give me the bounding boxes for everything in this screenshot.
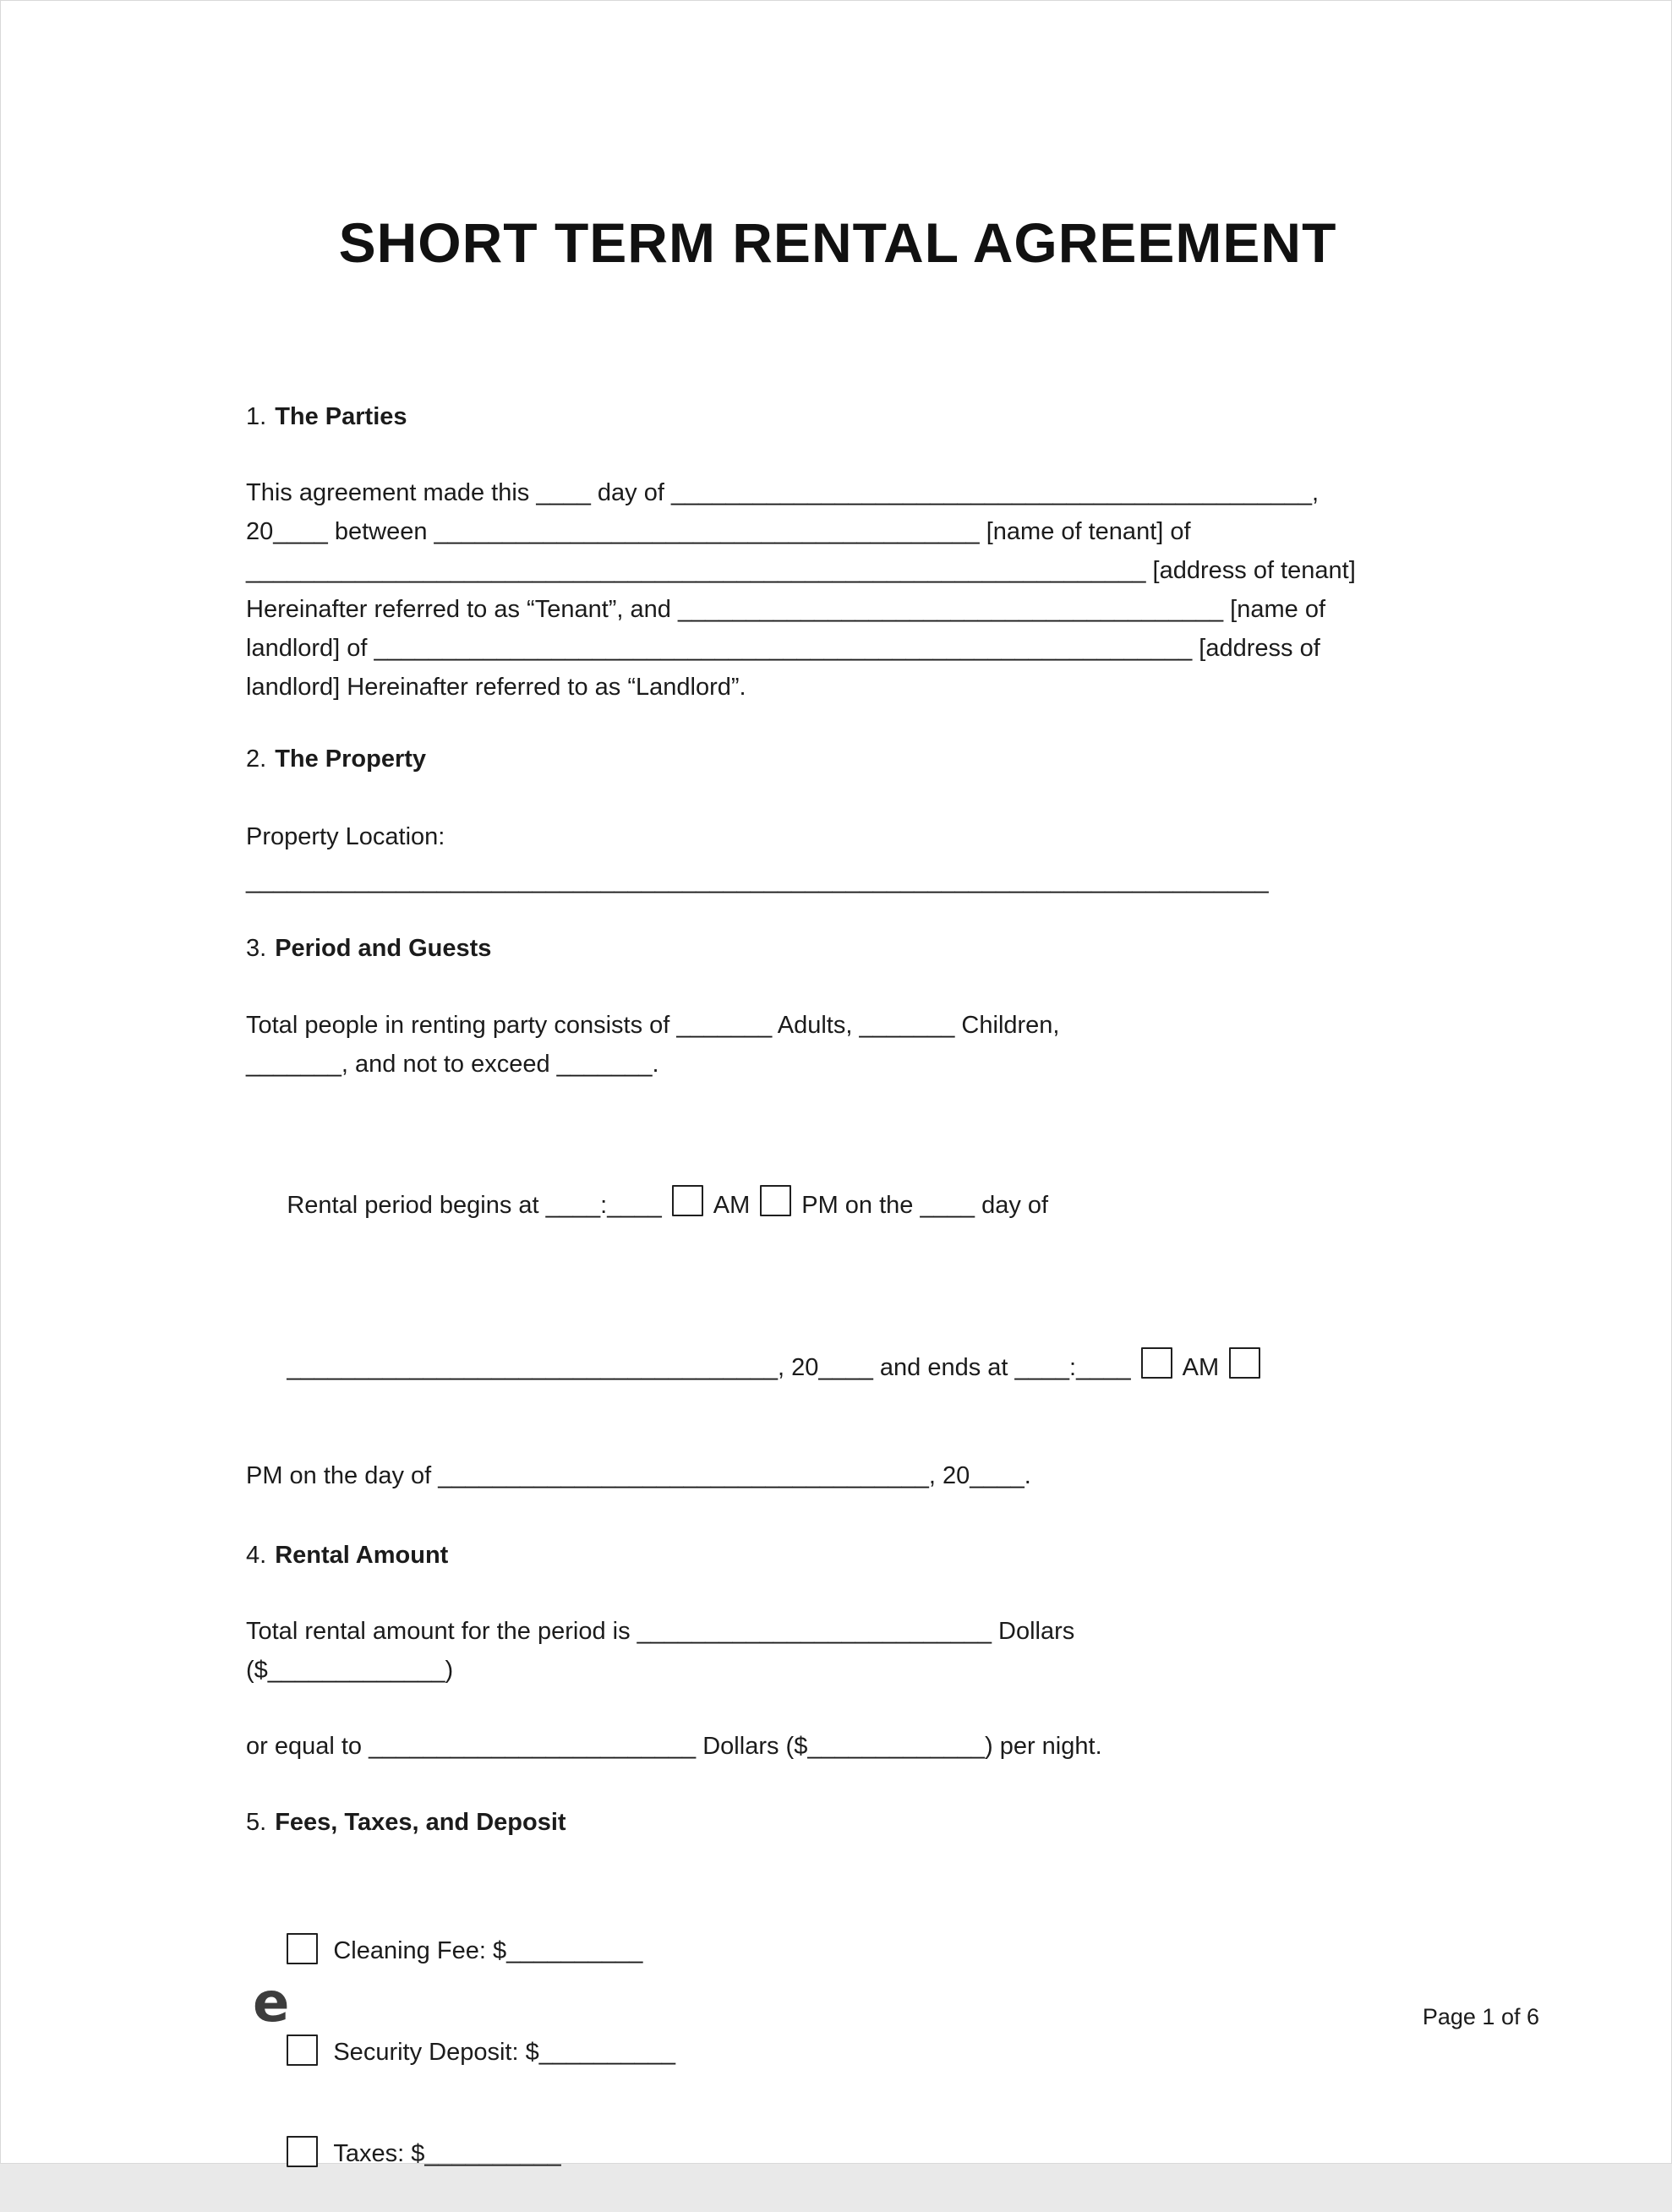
- section-title: Rental Amount: [275, 1542, 449, 1569]
- security-deposit-label: Security Deposit: $__________: [333, 2039, 676, 2066]
- page-indicator: Page 1 of 6: [1422, 2004, 1539, 2029]
- security-deposit-row: [246, 1994, 1429, 2066]
- section-number: 2.: [246, 746, 267, 773]
- section-title: The Parties: [275, 403, 407, 430]
- property-location-blank-field: ___________________________________________________________________________: [246, 867, 1269, 894]
- rental-end-text: ____________________________________, 20____ and ends at ____:____: [287, 1354, 1131, 1381]
- fees-list: [246, 1892, 1429, 2167]
- text-line: ($_____________): [246, 1657, 454, 1684]
- text-line: landlord] of ____________________________________________________________ [address of: [246, 635, 1320, 662]
- section-heading-fees: [246, 1803, 1429, 1842]
- end-am-checkbox[interactable]: [1141, 1347, 1172, 1379]
- begin-pm-checkbox[interactable]: [760, 1185, 791, 1216]
- cleaning-fee-label: Cleaning Fee: $__________: [333, 1937, 643, 1964]
- rental-begin-text: Rental period begins at ____:____: [287, 1192, 662, 1219]
- rental-amount-paragraph: [246, 1612, 1429, 1690]
- per-night-line: or equal to ________________________ Dollars ($_____________) per night.: [246, 1733, 1102, 1760]
- section-title: Fees, Taxes, and Deposit: [275, 1809, 566, 1836]
- security-deposit-checkbox[interactable]: [287, 2034, 318, 2066]
- property-location-label: Property Location:: [246, 823, 445, 850]
- section-heading-amount: [246, 1536, 1429, 1575]
- section-number: 1.: [246, 403, 267, 430]
- taxes-checkbox[interactable]: [287, 2136, 318, 2167]
- text-line: Total people in renting party consists of _______ Adults, _______ Children,: [246, 1012, 1060, 1039]
- rental-end-line: [246, 1286, 1429, 1449]
- text-line: __________________________________________________________________ [address of tenant]: [246, 557, 1356, 584]
- rental-begin-line: [246, 1124, 1429, 1286]
- rental-begin-rest: PM on the ____ day of: [801, 1192, 1049, 1219]
- parties-paragraph: [246, 473, 1429, 707]
- guests-paragraph: [246, 1006, 1429, 1084]
- section-number: 3.: [246, 935, 267, 962]
- text-line: _______, and not to exceed _______.: [246, 1051, 659, 1078]
- text-line: landlord] Hereinafter referred to as “Landlord”.: [246, 674, 746, 701]
- section-number: 5.: [246, 1809, 267, 1836]
- rental-period-paragraph: [246, 1124, 1429, 1503]
- text-line: 20____ between ________________________________________ [name of tenant] of: [246, 518, 1191, 545]
- end-am-label: AM: [1182, 1354, 1220, 1381]
- taxes-label: Taxes: $__________: [333, 2140, 561, 2167]
- text-line: This agreement made this ____ day of _______________________________________________,: [246, 479, 1320, 506]
- document-title: SHORT TERM RENTAL AGREEMENT: [338, 211, 1337, 274]
- section-title: The Property: [275, 746, 427, 773]
- section-heading-period: [246, 929, 1429, 968]
- end-pm-checkbox[interactable]: [1229, 1347, 1260, 1379]
- text-line: Total rental amount for the period is __________________________ Dollars: [246, 1618, 1075, 1645]
- text-line: Hereinafter referred to as “Tenant”, and ________________________________________ [name of: [246, 596, 1326, 623]
- section-heading-parties: [246, 397, 1429, 436]
- begin-am-checkbox[interactable]: [672, 1185, 703, 1216]
- taxes-row: [246, 2095, 1429, 2167]
- eforms-logo-icon: e: [253, 1972, 290, 2034]
- cleaning-fee-checkbox[interactable]: [287, 1933, 318, 1964]
- section-title: Period and Guests: [275, 935, 492, 962]
- begin-am-label: AM: [713, 1192, 751, 1219]
- section-number: 4.: [246, 1542, 267, 1569]
- cleaning-fee-row: [246, 1892, 1429, 1964]
- section-heading-property: [246, 740, 1429, 778]
- rental-end-rest-line: PM on the day of ____________________________________, 20____.: [246, 1462, 1031, 1489]
